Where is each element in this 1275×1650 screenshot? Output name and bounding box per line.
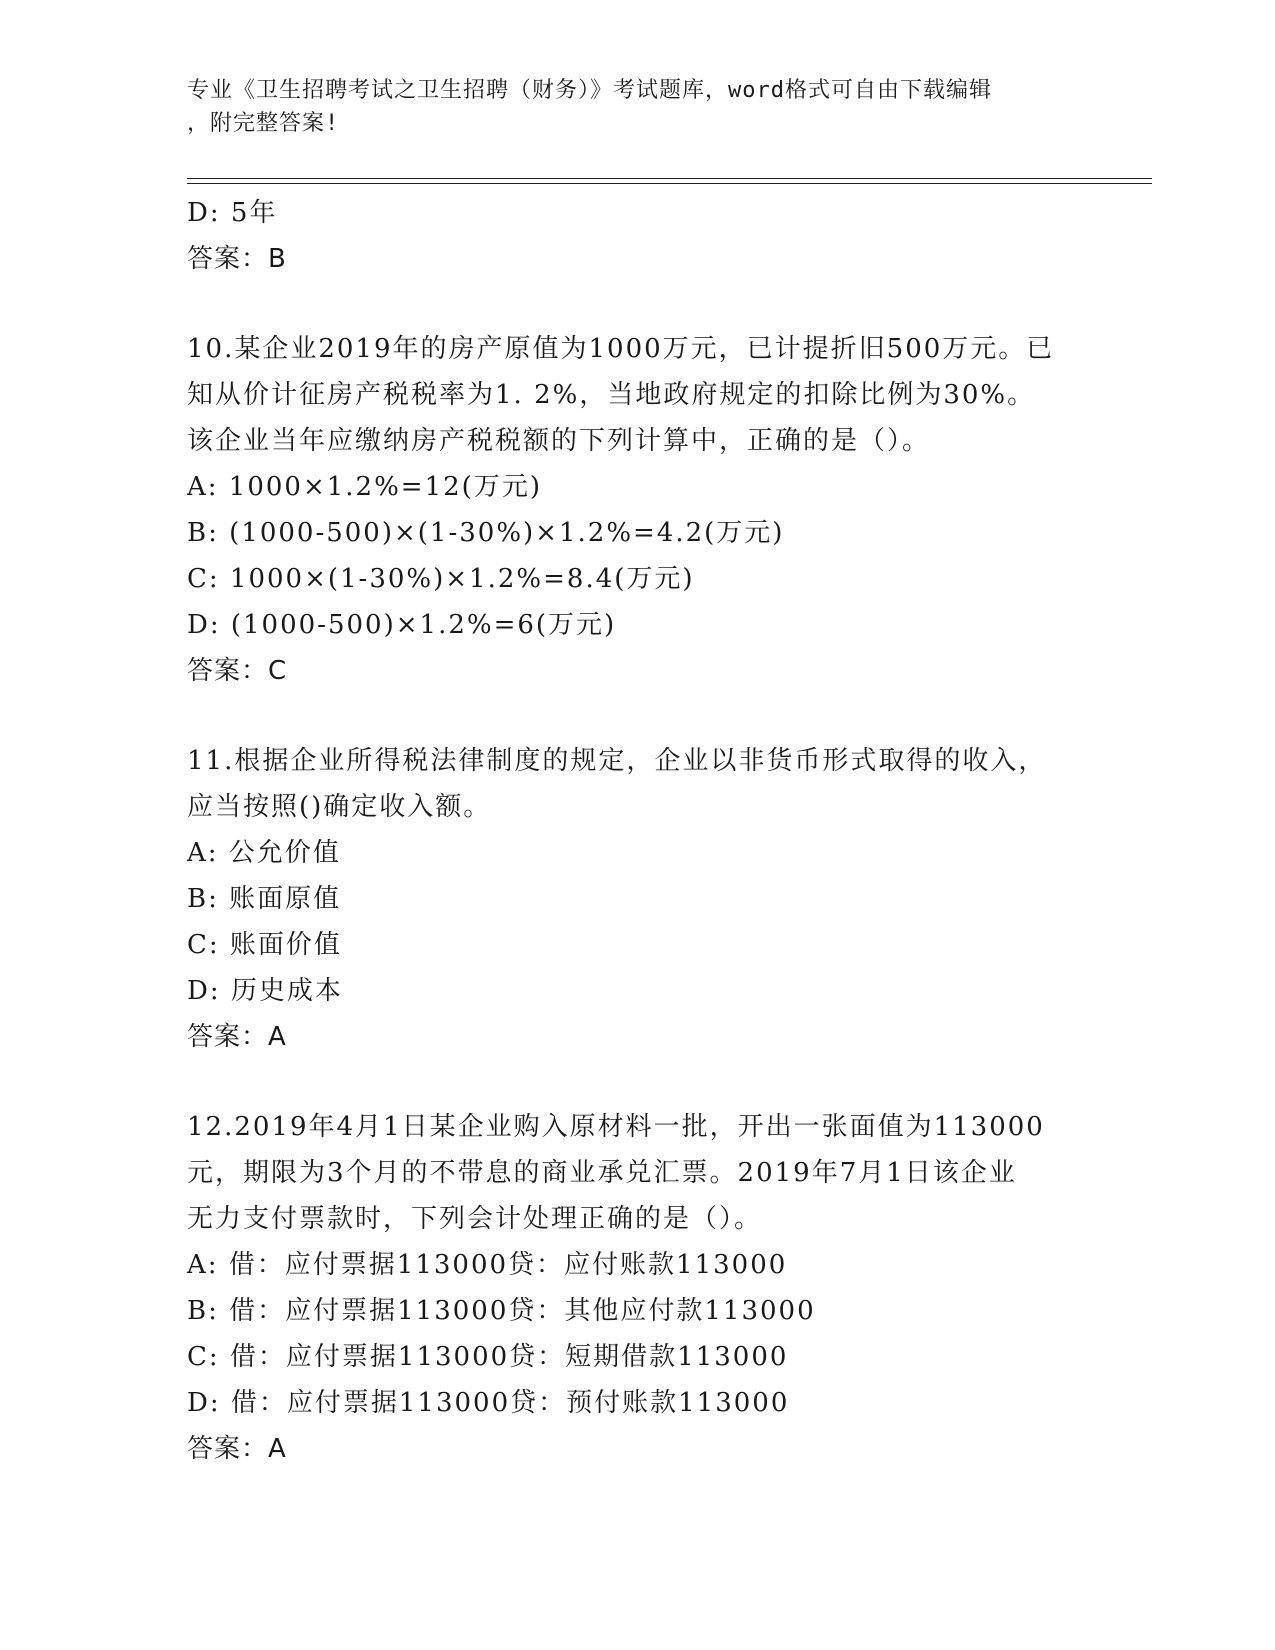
option-a: A: 公允价值 <box>187 838 341 868</box>
question-stem-line: 11.根据企业所得税法律制度的规定，企业以非货币形式取得的收入， <box>187 746 1047 776</box>
question-stem-line: 无力支付票款时，下列会计处理正确的是（）。 <box>187 1204 763 1234</box>
question-10 <box>187 326 1087 694</box>
header-title-line-2: ，附完整答案! <box>187 111 340 136</box>
option-c: C: 账面价值 <box>187 930 342 960</box>
question-stem-line: 知从价计征房产税税率为1. 2%，当地政府规定的扣除比例为30%。 <box>187 380 1036 410</box>
answer-line: 答案：C <box>187 656 288 686</box>
question-stem-line: 应当按照()确定收入额。 <box>187 792 492 822</box>
header-title-line-1: 专业《卫生招聘考试之卫生招聘（财务）》考试题库，word格式可自由下载编辑 <box>187 78 992 103</box>
page-header <box>187 74 1087 140</box>
option-b: B: (1000-500)×(1-30%)×1.2%=4.2(万元) <box>187 518 785 548</box>
question-gap <box>187 1060 1087 1104</box>
option-c: C: 借：应付票据113000贷：短期借款113000 <box>187 1342 789 1372</box>
question-stem-line: 元，期限为3个月的不带息的商业承兑汇票。2019年7月1日该企业 <box>187 1158 1017 1188</box>
question-12 <box>187 1104 1087 1472</box>
option-d: D: (1000-500)×1.2%=6(万元) <box>187 610 617 640</box>
header-divider-top <box>187 178 1152 179</box>
header-divider-bottom <box>187 183 1152 184</box>
question-content <box>187 190 1087 1472</box>
question-stem-line: 该企业当年应缴纳房产税税额的下列计算中，正确的是（）。 <box>187 426 931 456</box>
option-c: C: 1000×(1-30%)×1.2%=8.4(万元) <box>187 564 695 594</box>
question-stem-line: 12.2019年4月1日某企业购入原材料一批，开出一张面值为113000 <box>187 1112 1045 1142</box>
question-stem-line: 10.某企业2019年的房产原值为1000万元，已计提折旧500万元。已 <box>187 334 1055 364</box>
question-gap <box>187 694 1087 738</box>
answer-line: 答案：A <box>187 1022 287 1052</box>
option-d: D: 历史成本 <box>187 976 343 1006</box>
option-b: B: 借：应付票据113000贷：其他应付款113000 <box>187 1296 816 1326</box>
question-11 <box>187 738 1087 1060</box>
answer-line: 答案：A <box>187 1434 287 1464</box>
option-a: A: 1000×1.2%=12(万元) <box>187 472 542 502</box>
option-b: B: 账面原值 <box>187 884 342 914</box>
answer-line: 答案：B <box>187 244 287 274</box>
option-d: D: 借：应付票据113000贷：预付账款113000 <box>187 1388 790 1418</box>
option-d: D: 5年 <box>187 198 278 228</box>
option-a: A: 借：应付票据113000贷：应付账款113000 <box>187 1250 788 1280</box>
question-gap <box>187 282 1087 326</box>
